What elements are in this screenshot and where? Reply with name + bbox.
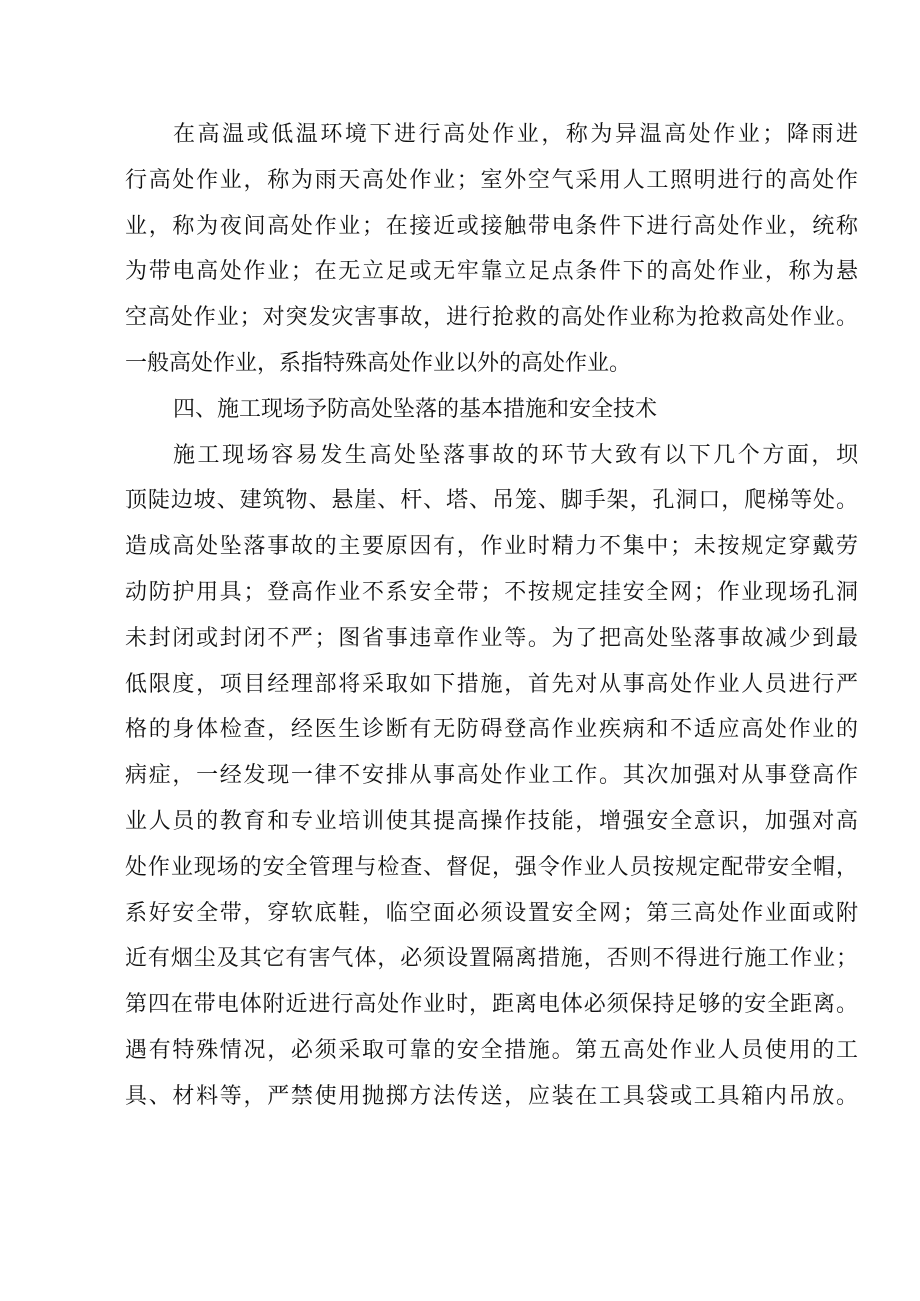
text-line: 系好安全带，穿软底鞋，临空面必须设置安全网；第三高处作业面或附: [125, 900, 858, 926]
text-line: 近有烟尘及其它有害气体，必须设置隔离措施，否则不得进行施工作业；: [125, 946, 858, 972]
paragraph-fall-prevention: [125, 433, 858, 1120]
text-line: 具、材料等，严禁使用抛掷方法传送，应装在工具袋或工具箱内吊放。: [125, 1083, 858, 1109]
text-line: 处作业现场的安全管理与检查、督促，强令作业人员按规定配带安全帽，: [125, 854, 858, 880]
text-line: 遇有特殊情况，必须采取可靠的安全措施。第五高处作业人员使用的工: [125, 1037, 858, 1063]
section-heading-text: 四、施工现场予防高处坠落的基本措施和安全技术: [173, 396, 658, 422]
text-line: 为带电高处作业；在无立足或无牢靠立足点条件下的高处作业，称为悬: [125, 259, 858, 285]
paragraph-high-altitude-types: [125, 112, 858, 387]
text-line: 病症，一经发现一律不安排从事高处作业工作。其次加强对从事登高作: [125, 763, 858, 789]
text-line: 格的身体检查，经医生诊断有无防碍登高作业疾病和不适应高处作业的: [125, 717, 858, 743]
text-line: 空高处作业；对突发灾害事故，进行抢救的高处作业称为抢救高处作业。: [125, 305, 858, 331]
text-line: 施工现场容易发生高处坠落事故的环节大致有以下几个方面，坝: [173, 442, 858, 468]
text-line: 第四在带电体附近进行高处作业时，距离电体必须保持足够的安全距离。: [125, 992, 858, 1018]
text-line: 业人员的教育和专业培训使其提高操作技能，增强安全意识，加强对高: [125, 808, 858, 834]
text-line: 在高温或低温环境下进行高处作业，称为异温高处作业；降雨进: [173, 122, 858, 147]
text-line: 造成高处坠落事故的主要原因有，作业时精力不集中；未按规定穿戴劳: [125, 534, 858, 560]
text-line: 行高处作业，称为雨天高处作业；室外空气采用人工照明进行的高处作: [125, 167, 858, 193]
section-heading: [125, 387, 858, 433]
text-line: 未封闭或封闭不严；图省事违章作业等。为了把高处坠落事故减少到最: [125, 625, 858, 651]
text-line: 业，称为夜间高处作业；在接近或接触带电条件下进行高处作业，统称: [125, 213, 858, 239]
text-line: 一般高处作业，系指特殊高处作业以外的高处作业。: [125, 350, 632, 376]
text-line: 动防护用具；登高作业不系安全带；不按规定挂安全网；作业现场孔洞: [125, 579, 858, 605]
text-line: 顶陡边坡、建筑物、悬崖、杆、塔、吊笼、脚手架，孔洞口，爬梯等处。: [125, 488, 858, 514]
text-line: 低限度，项目经理部将采取如下措施，首先对从事高处作业人员进行严: [125, 671, 858, 697]
